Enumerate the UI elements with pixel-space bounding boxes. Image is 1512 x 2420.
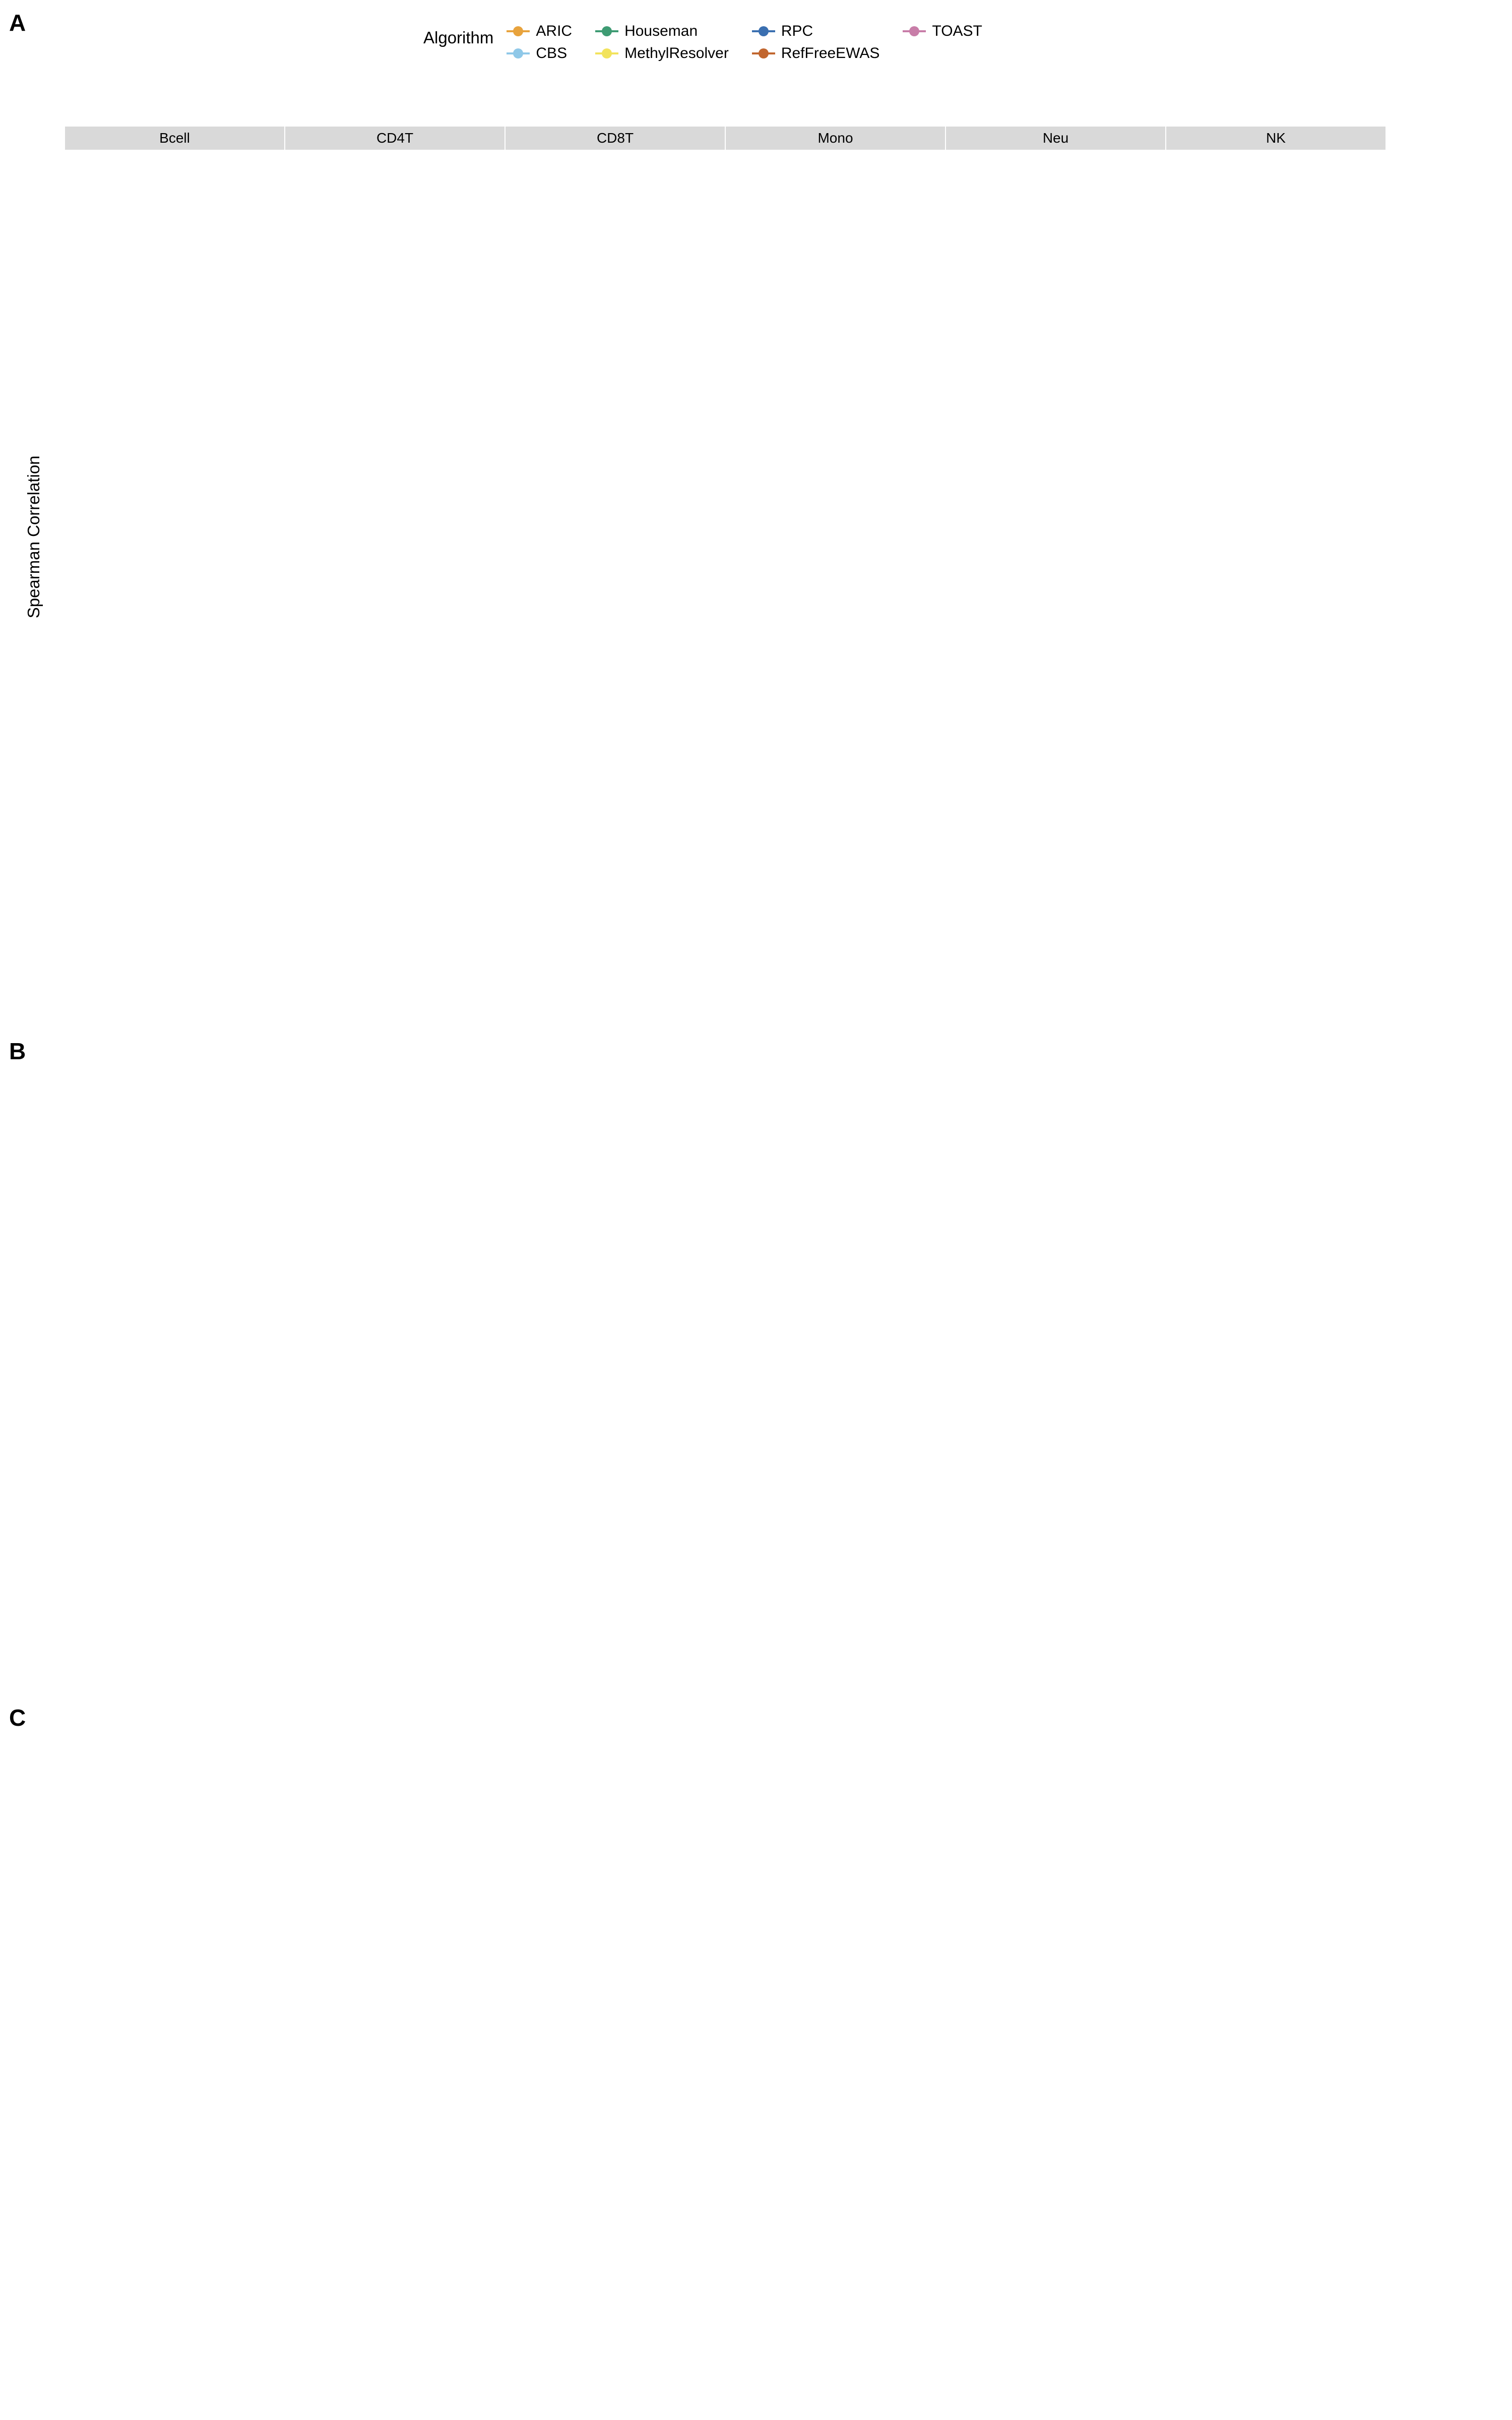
legend-item-toast [903, 23, 982, 40]
legend-swatch-icon [903, 26, 926, 37]
legend-label: ARIC [536, 23, 573, 39]
legend-item-aric [507, 23, 572, 40]
panel-letter-a: A [9, 10, 26, 36]
facet-strip-mono: Mono [725, 126, 946, 150]
facet-strip-cd8t: CD8T [505, 126, 725, 150]
legend-item-houseman [595, 23, 729, 40]
y-axis-title: Spearman Correlation [24, 455, 43, 619]
facet-strip-bcell: Bcell [65, 126, 285, 150]
panel-letter-c: C [9, 1705, 26, 1731]
panel-letter-b: B [9, 1038, 26, 1064]
legend-label: MethylResolver [624, 45, 729, 62]
legend-label: RefFreeEWAS [781, 45, 880, 62]
legend-label: TOAST [932, 23, 982, 39]
legend-label: CBS [536, 45, 568, 62]
facet-strip-cd4t: CD4T [285, 126, 505, 150]
facet-strip-nk: NK [1166, 126, 1386, 150]
legend-item-methylresolver [595, 45, 729, 62]
facet-grid-a [0, 126, 1409, 619]
legend-items [507, 20, 982, 65]
legend-item-rpc [752, 23, 880, 40]
column-strips [65, 126, 1409, 150]
strip-corner-spacer [1386, 126, 1409, 150]
legend-item-reffreeewas [752, 45, 880, 62]
legend-swatch-icon [595, 48, 618, 59]
legend-item-cbs [507, 45, 572, 62]
legend-swatch-icon [752, 26, 775, 37]
legend-label: RPC [781, 23, 813, 39]
legend-label: Houseman [624, 23, 698, 39]
legend-title: Algorithm [423, 28, 494, 47]
legend-swatch-icon [595, 26, 618, 37]
legend-swatch-icon [507, 26, 530, 37]
facet-strip-neu: Neu [946, 126, 1166, 150]
legend-swatch-icon [507, 48, 530, 59]
legend-swatch-icon [752, 48, 775, 59]
legend-a [423, 20, 982, 65]
